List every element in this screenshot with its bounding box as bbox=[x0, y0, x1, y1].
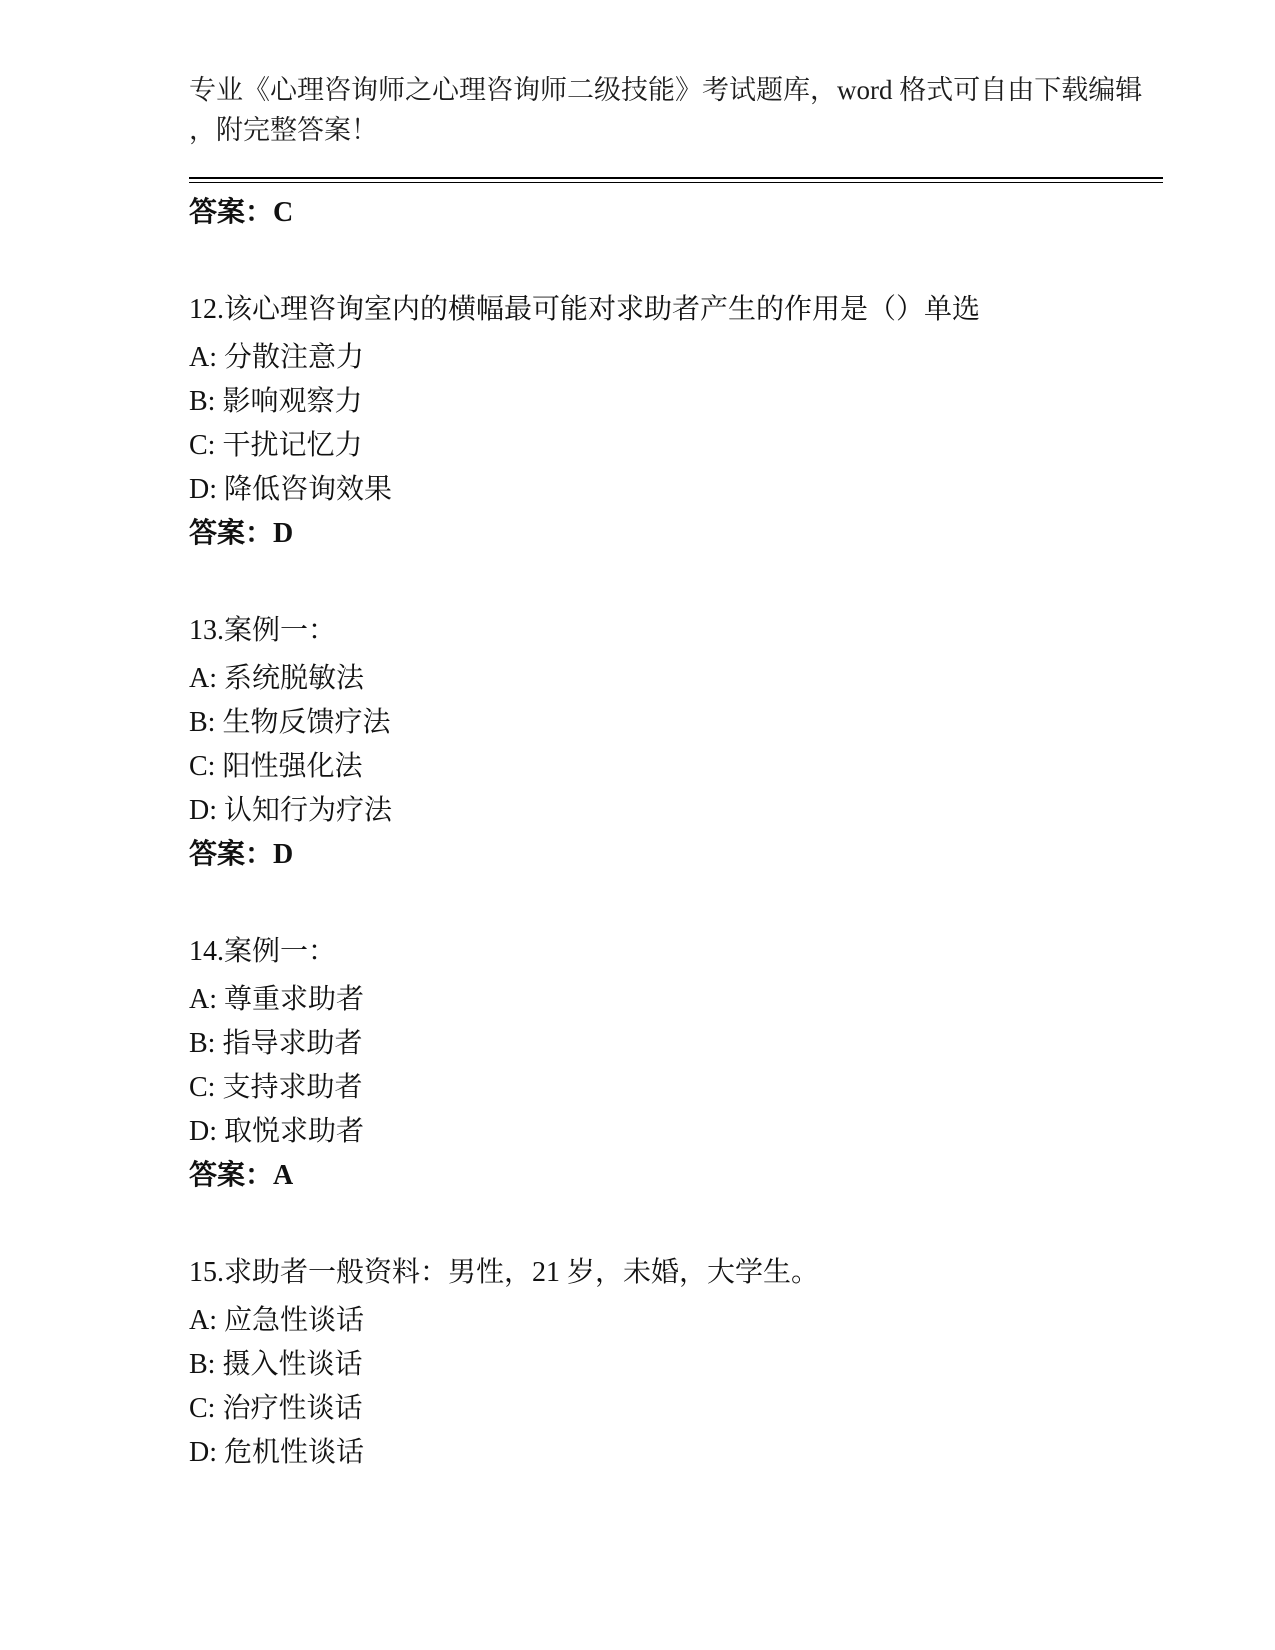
question-block bbox=[189, 609, 1163, 877]
option-line: A: 系统脱敏法 bbox=[189, 663, 365, 694]
option-line: D: 降低咨询效果 bbox=[189, 474, 393, 505]
question-stem: 15.求助者一般资料：男性，21 岁，未婚，大学生。 bbox=[189, 1257, 820, 1288]
option-line: C: 治疗性谈话 bbox=[189, 1393, 363, 1424]
option-line: D: 取悦求助者 bbox=[189, 1116, 365, 1147]
option-line: A: 分散注意力 bbox=[189, 342, 365, 373]
answer-line: 答案：C bbox=[189, 197, 294, 228]
option-line: C: 阳性强化法 bbox=[189, 751, 363, 782]
question-block bbox=[189, 288, 1163, 556]
header-title-line-2: ，附完整答案！ bbox=[189, 115, 378, 145]
option-line: B: 生物反馈疗法 bbox=[189, 707, 391, 738]
option-line: D: 认知行为疗法 bbox=[189, 795, 393, 826]
document-content bbox=[189, 70, 1163, 1475]
question-stem: 13.案例一： bbox=[189, 615, 337, 646]
option-line: B: 指导求助者 bbox=[189, 1028, 363, 1059]
header-title-line-1: 专业《心理咨询师之心理咨询师二级技能》考试题库，word 格式可自由下载编辑 bbox=[189, 75, 1143, 105]
option-line: C: 干扰记忆力 bbox=[189, 430, 363, 461]
answer-line: 答案：A bbox=[189, 1160, 294, 1191]
option-line: C: 支持求助者 bbox=[189, 1072, 363, 1103]
option-line: B: 摄入性谈话 bbox=[189, 1349, 363, 1380]
option-line: B: 影响观察力 bbox=[189, 386, 363, 417]
option-line: A: 应急性谈话 bbox=[189, 1305, 365, 1336]
answer-line: 答案：D bbox=[189, 839, 294, 870]
answer-line: 答案：D bbox=[189, 518, 294, 549]
question-stem: 12.该心理咨询室内的横幅最可能对求助者产生的作用是（）单选 bbox=[189, 294, 981, 325]
option-line: D: 危机性谈话 bbox=[189, 1437, 365, 1468]
document-header bbox=[189, 70, 1163, 150]
question-block bbox=[189, 930, 1163, 1198]
question-stem: 14.案例一： bbox=[189, 936, 337, 967]
header-divider-rule bbox=[189, 177, 1163, 183]
question-block bbox=[189, 1251, 1163, 1475]
option-line: A: 尊重求助者 bbox=[189, 984, 365, 1015]
